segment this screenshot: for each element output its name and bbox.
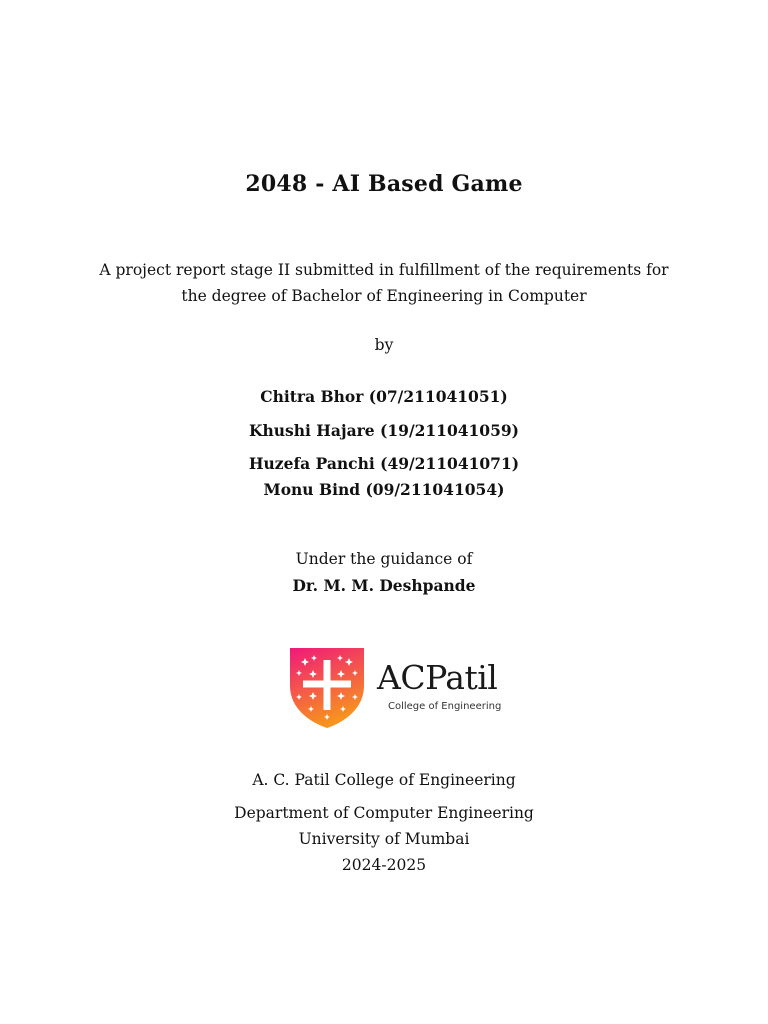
description-line-1: A project report stage II submitted in fulfillment of the requirements for (99, 261, 669, 279)
author-name: Chitra Bhor (07/211041051) (260, 387, 508, 406)
logo-subtitle: College of Engineering (388, 701, 502, 712)
report-title: 2048 - AI Based Game (245, 171, 523, 197)
college-name: A. C. Patil College of Engineering (252, 771, 516, 789)
department-name: Department of Computer Engineering (234, 804, 534, 822)
author-name: Monu Bind (09/211041054) (263, 480, 505, 499)
logo-wordmark: ACPatil (377, 658, 498, 697)
author-name: Khushi Hajare (19/211041059) (248, 421, 520, 440)
shield-icon (287, 644, 367, 730)
by-label: by (374, 336, 394, 354)
guidance-label: Under the guidance of (295, 550, 473, 568)
guide-name: Dr. M. M. Deshpande (292, 576, 476, 595)
author-name: Huzefa Panchi (49/211041071) (248, 454, 520, 473)
college-logo (287, 644, 527, 730)
university-name: University of Mumbai (298, 830, 470, 848)
academic-year: 2024-2025 (341, 856, 427, 874)
description-line-2: the degree of Bachelor of Engineering in Computer (181, 287, 587, 305)
